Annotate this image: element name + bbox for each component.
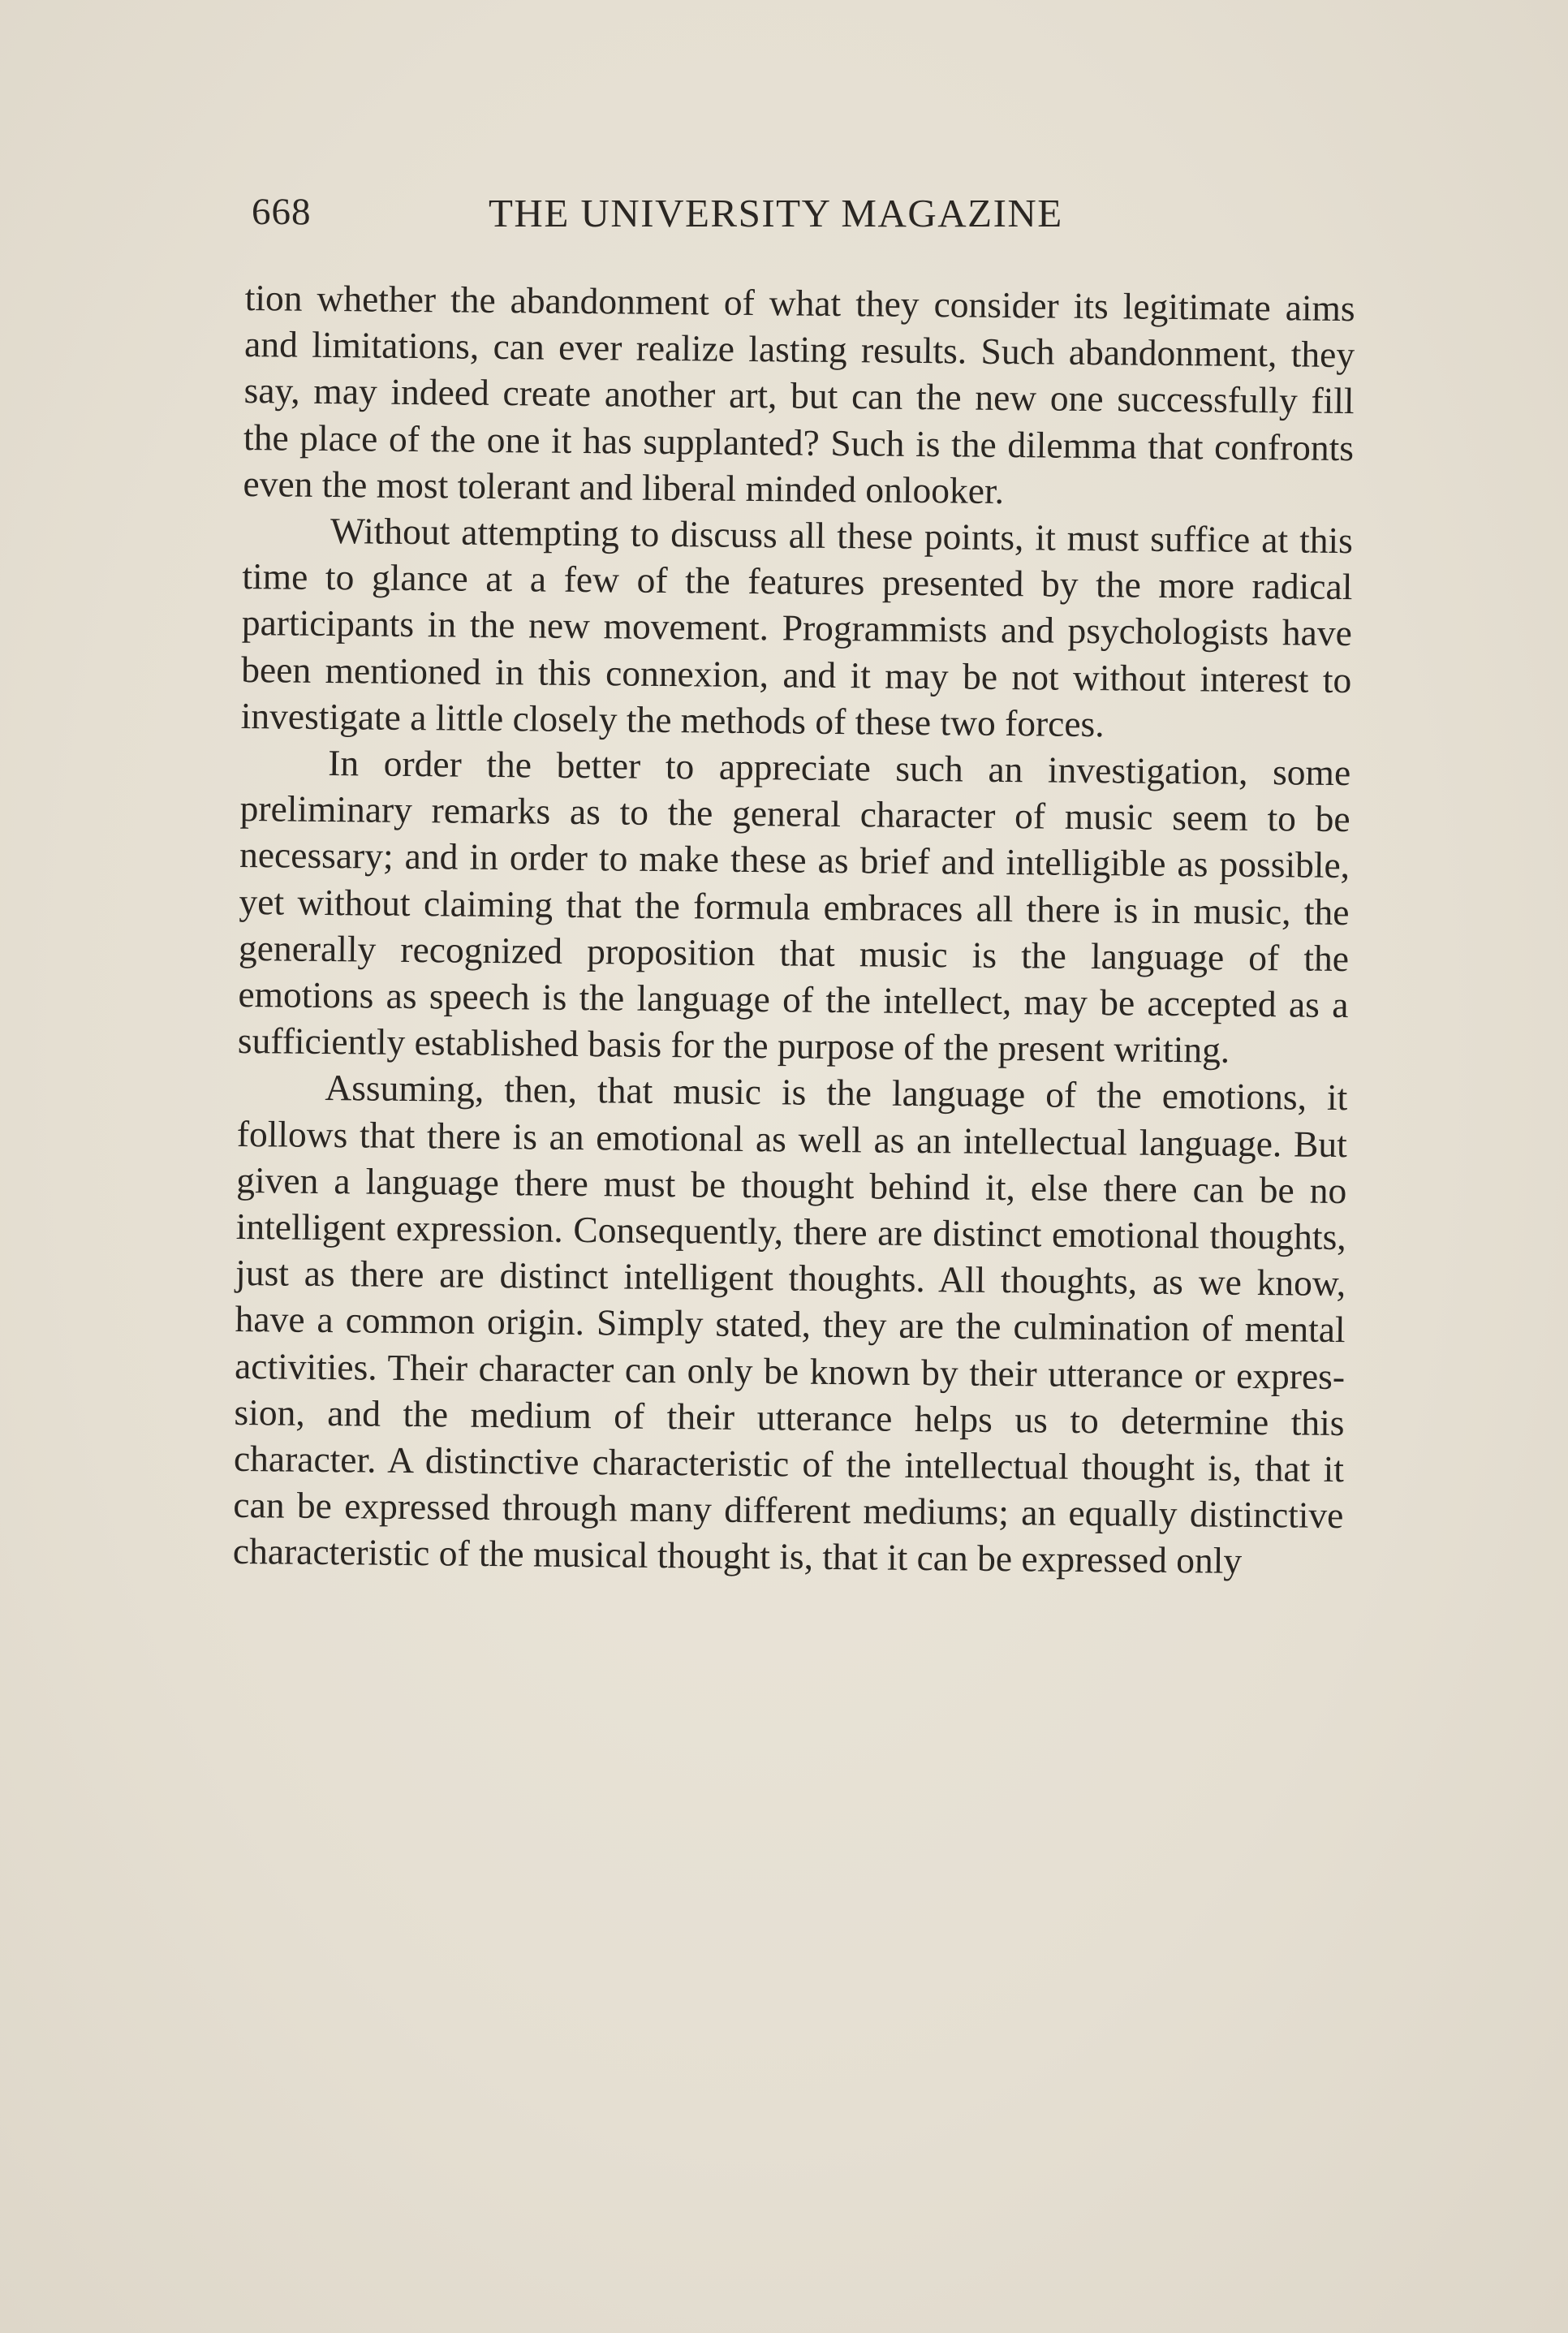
running-title: THE UNIVERSITY MAGAZINE (489, 191, 1063, 235)
paragraph: In order the better to appreciate such an investigation, some preliminary remarks as to the general character of music seem to be necessary; and in order to make these as brief and intelligible as possible, yet without claiming that the formula embraces all there is in music, the generally recognized proposition that music is the language of the emotions as speech is the language of the intellect, may be accepted as a sufficiently established basis for the purpose of the present writing. (237, 742, 1351, 1071)
paragraph-continuation: tion whether the abandonment of what they consider its legitimate aims and limitations, can ever realize lasting results. Such abandonment, they say, may indeed create another art, but can the new one successfully fill the place of the one it has supplanted? Such is the dilemma that confronts even the most tolerant and liberal minded onlooker. (243, 276, 1355, 511)
paragraph: Without attempting to discuss all these points, it must suffice at this time to glance at a few of the features presented by the more radical participants in the new movement. Programmists and psychologists have been mentioned in this connexion, and it may be not without interest to investigate a little closely the methods of these two forces. (240, 510, 1354, 745)
page-number: 668 (252, 191, 312, 233)
paragraph: Assuming, then, that music is the language of the emotions, it follows that there is an emotional as well as an intellectual language. But given a language there must be thought behind it, else there can be no intelligent expression. Consequently, there are distinct emotional thoughts, just as there are distinct intelligent thoughts. All thoughts, as we know, have a common origin. Simply stated, they are the culmination of mental activities. Their character can only be known by their utterance or expression, and the medium of their utterance helps us to determine this character. A distinctive characteristic of the intellectual thought is, that it can be expressed through many different mediums; an equally distinctive characteristic of the musical thought is, that it can be expressed only (232, 1067, 1348, 1582)
body-text (233, 274, 1355, 1585)
running-header (252, 190, 1352, 248)
